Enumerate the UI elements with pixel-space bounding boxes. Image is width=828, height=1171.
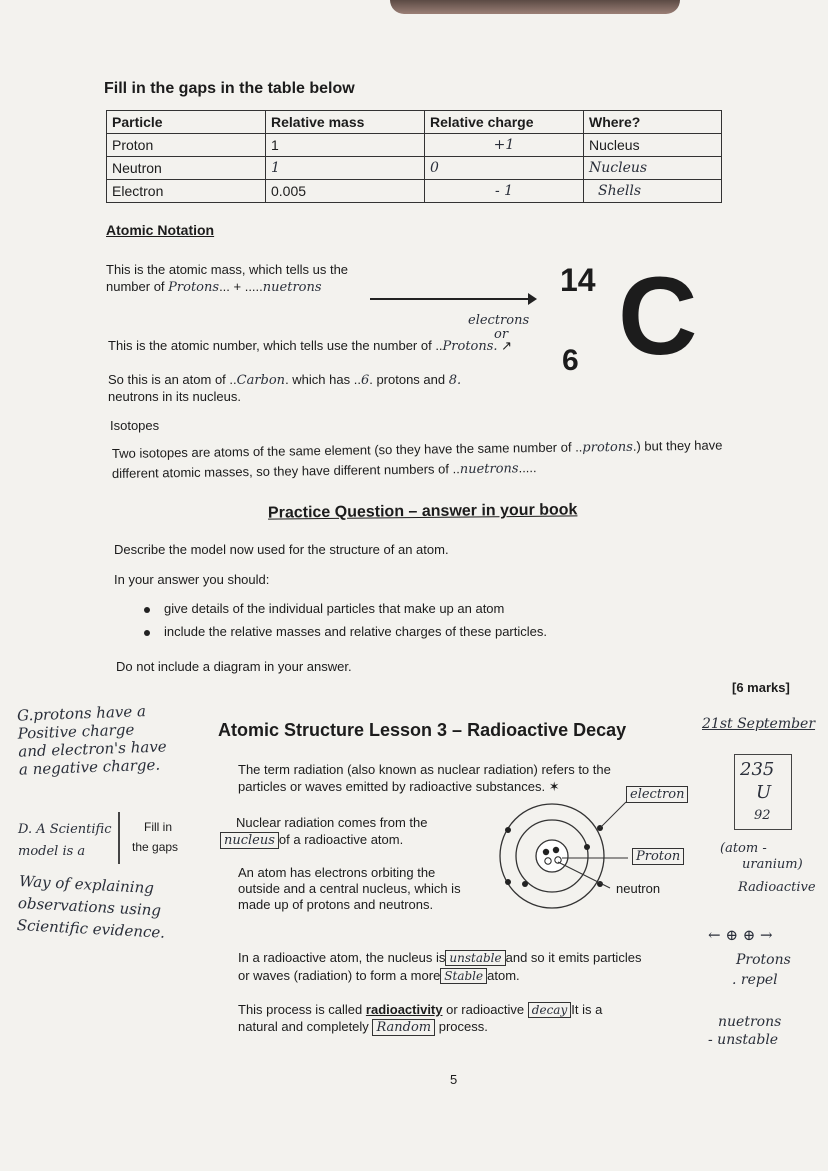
- handwritten-fill: protons: [582, 439, 633, 456]
- handwritten-fill: 8.: [448, 373, 462, 388]
- text: ... + .....: [219, 279, 263, 294]
- bullet-icon: [144, 630, 150, 636]
- text: In a radioactive atom, the nucleus is: [238, 950, 446, 965]
- nucleus: [536, 840, 568, 872]
- practice-describe: Describe the model now used for the structure of an atom.: [114, 542, 449, 557]
- label-electron: electron: [626, 786, 688, 803]
- text: natural and completely: [238, 1019, 369, 1034]
- table-row: [107, 157, 722, 180]
- table-cell: +1: [425, 134, 584, 157]
- text: It is a: [571, 1002, 603, 1017]
- table-instruction: Fill in the gaps in the table below: [104, 80, 355, 97]
- hand-line: G.protons have a: [16, 702, 147, 725]
- mass-text-line2: [106, 279, 322, 295]
- table-cell: Proton: [107, 134, 266, 157]
- electron-pointer: [600, 802, 626, 828]
- hand-line: Scientific evidence.: [16, 915, 166, 942]
- text: .) but they have: [632, 437, 723, 454]
- header-cell: Where?: [584, 111, 722, 134]
- handwritten-fill: 6: [360, 373, 370, 388]
- hand-line: and electron's have: [18, 737, 167, 761]
- lesson3-p2: Nuclear radiation comes from the: [236, 815, 428, 830]
- page-number: 5: [450, 1072, 458, 1087]
- marks: [6 marks]: [732, 680, 790, 695]
- left-notes-d2: model is a: [18, 844, 86, 859]
- bold-term: radioactivity: [365, 1002, 443, 1017]
- handwritten-fill: Random: [372, 1019, 435, 1036]
- handwritten-fill: nuetrons: [262, 280, 322, 295]
- fill-label-1: Fill in: [144, 820, 173, 834]
- practice-no-diagram: Do not include a diagram in your answer.: [116, 659, 352, 674]
- note-electrons: electrons: [468, 313, 530, 328]
- table-header-row: [107, 111, 722, 134]
- radioactive-note: Radioactive: [738, 880, 816, 895]
- lesson3-date: 21st September: [702, 716, 816, 732]
- practice-should: In your answer you should:: [114, 572, 270, 587]
- electron-dot: [584, 844, 590, 850]
- table-cell: 0.005: [266, 180, 425, 203]
- lesson3-title: [218, 720, 626, 741]
- header-cell: Particle: [107, 111, 266, 134]
- neutrons-note: nuetrons: [718, 1014, 782, 1030]
- bullet-icon: [144, 607, 150, 613]
- table-cell: Nucleus: [584, 134, 722, 157]
- carbon-text-line2: neutrons in its nucleus.: [108, 389, 241, 404]
- proton-dot: [553, 847, 559, 853]
- neutron-pointer: [558, 862, 610, 888]
- text: process.: [438, 1019, 488, 1034]
- text: of a radioactive atom.: [278, 832, 404, 847]
- electron-dot: [522, 881, 528, 887]
- binding-shadow: [390, 0, 680, 14]
- fill-label-divider: [118, 812, 120, 864]
- handwritten-fill: unstable: [445, 950, 505, 966]
- lesson3-p1: The term radiation (also known as nuclear radiation) refers to the: [238, 762, 611, 777]
- text: or waves (radiation) to form a more: [238, 968, 441, 983]
- lesson3-p4: [238, 950, 641, 965]
- table-row: [107, 134, 722, 157]
- isotopes-text: [112, 437, 723, 462]
- text: and so it emits particles: [505, 950, 642, 965]
- electron-dot: [505, 827, 511, 833]
- handwritten-fill: Protons.: [442, 339, 498, 354]
- fill-label-2: the gaps: [132, 840, 179, 854]
- atom-diagram: [490, 800, 630, 920]
- element-symbol: C: [618, 255, 698, 378]
- text: particles or waves emitted by radioactive substances.: [238, 779, 546, 794]
- table-cell: 0: [425, 157, 584, 180]
- lesson3-p5: [238, 1002, 602, 1017]
- unstable-note: - unstable: [708, 1032, 779, 1048]
- proton-dot: [543, 849, 549, 855]
- text: This is the atomic number, which tells use the number of ..: [108, 338, 443, 353]
- lesson3-p3-line3: made up of protons and neutrons.: [238, 897, 434, 912]
- mass-text: This is the atomic mass, which tells us the: [106, 262, 349, 277]
- text: This process is called: [238, 1002, 363, 1017]
- text: .....: [518, 460, 537, 476]
- text: different atomic masses, so they have different numbers of ..: [111, 461, 460, 481]
- neutron-dot: [545, 858, 551, 864]
- handwritten-fill: Stable: [440, 968, 487, 984]
- particle-table: [106, 110, 722, 203]
- protons-note: Protons: [736, 952, 791, 968]
- table-row: [107, 180, 722, 203]
- text: . protons and: [369, 372, 446, 387]
- lesson3-p5-line2: [238, 1019, 488, 1035]
- table-cell: Neutron: [107, 157, 266, 180]
- atom-note-2: uranium): [742, 857, 803, 872]
- table-cell: Electron: [107, 180, 266, 203]
- uranium-symbol: U: [756, 782, 772, 803]
- practice-bullet: include the relative masses and relative charges of these particles.: [164, 624, 547, 639]
- table-cell: Nucleus: [584, 157, 722, 180]
- hand-line: Way of explaining: [18, 872, 155, 898]
- title-text: Atomic Structure Lesson 3 – Radioactive Decay: [218, 720, 627, 740]
- handwritten-fill: Carbon: [236, 373, 286, 388]
- header-cell: Relative mass: [266, 111, 425, 134]
- hand-line: observations using: [17, 894, 162, 920]
- table-cell: 1: [266, 157, 425, 180]
- practice-heading: Practice Question – answer in your book: [267, 501, 578, 522]
- header-cell: Relative charge: [425, 111, 584, 134]
- text: or radioactive: [446, 1002, 525, 1017]
- isotopes-heading: Isotopes: [110, 418, 160, 433]
- atom-note-1: (atom -: [720, 841, 767, 856]
- table-cell: 1: [266, 134, 425, 157]
- lesson3-p1-line2: particles or waves emitted by radioactive substances. ✶: [238, 779, 560, 794]
- uranium-mass: 235: [740, 759, 775, 780]
- lesson3-p3-line2: outside and a central nucleus, which is: [238, 881, 461, 896]
- label-proton: Proton: [632, 848, 684, 865]
- repel-arrows-icon: ← ⊕ ⊕ →: [708, 926, 773, 944]
- hand-line: a negative charge.: [18, 755, 161, 779]
- electron-dot: [505, 879, 511, 885]
- handwritten-fill: Protons: [168, 280, 220, 295]
- text: number of: [106, 279, 165, 294]
- handwritten-fill: nucleus: [220, 832, 279, 849]
- carbon-text: [108, 372, 461, 388]
- lesson3-p4-line2: [238, 968, 520, 983]
- left-notes-g: [17, 701, 168, 778]
- arrow-to-mass-icon: [370, 298, 530, 300]
- text: . which has ..: [285, 372, 361, 387]
- left-notes-d-cont: [16, 870, 168, 944]
- text: So this is an atom of ..: [108, 372, 237, 387]
- handwritten-fill: nuetrons: [459, 461, 519, 478]
- lesson3-p3: An atom has electrons orbiting the: [238, 865, 436, 880]
- uranium-number: 92: [754, 808, 771, 823]
- left-notes-d1: D. A Scientific: [18, 822, 112, 837]
- table-cell: Shells: [584, 180, 722, 203]
- repel-note: . repel: [732, 972, 778, 988]
- hand-line: Positive charge: [17, 720, 135, 743]
- atomic-notation-heading: Atomic Notation: [106, 222, 215, 238]
- mass-number: 14: [560, 262, 596, 298]
- label-neutron: neutron: [616, 881, 661, 896]
- atomic-number: 6: [562, 344, 579, 377]
- practice-bullet: give details of the individual particles that make up an atom: [164, 601, 505, 616]
- text: atom.: [487, 968, 520, 983]
- handwritten-fill: decay: [528, 1002, 571, 1018]
- atomic-number-text: This is the atomic number, which tells use the number of ..Protons. ↗: [108, 338, 513, 354]
- table-cell: - 1: [425, 180, 584, 203]
- lesson3-p2-line2: [220, 832, 403, 848]
- isotopes-text-line2: [112, 460, 537, 482]
- text: Two isotopes are atoms of the same element (so they have the same number of ..: [111, 439, 583, 461]
- note-or: or: [494, 327, 509, 342]
